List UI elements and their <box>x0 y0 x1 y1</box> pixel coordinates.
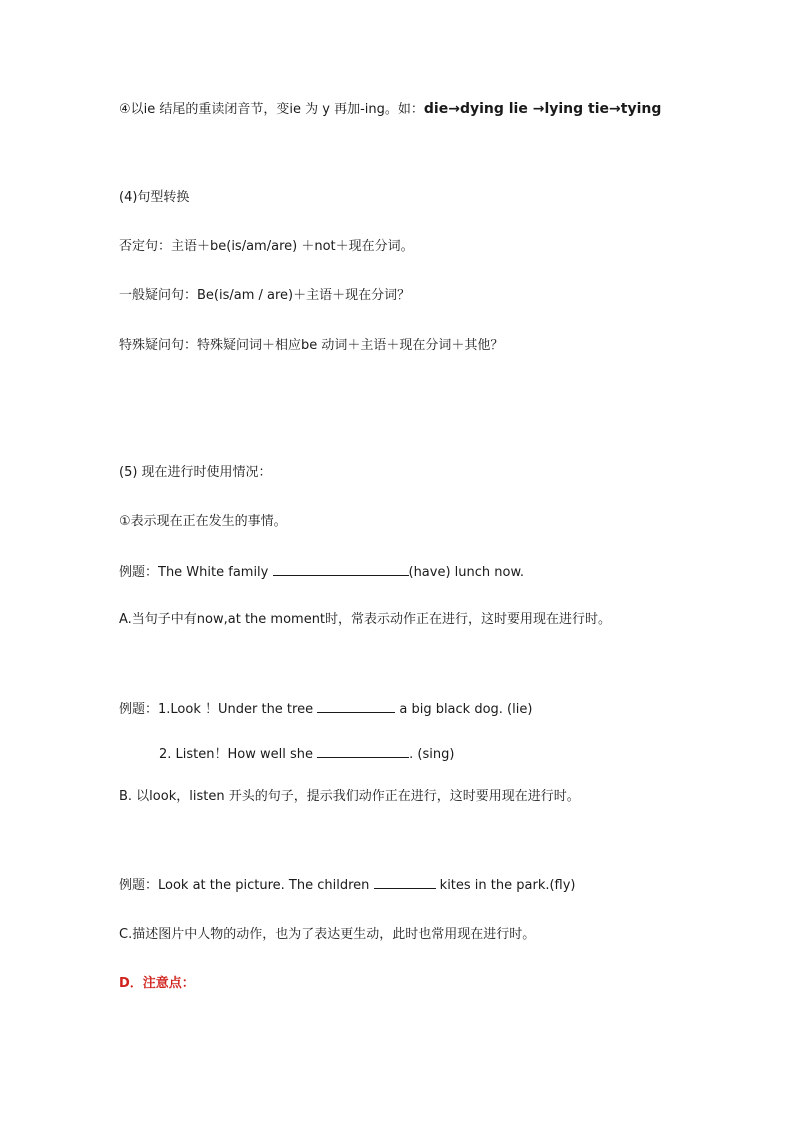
usage-point-1: ①表示现在正在发生的事情。 <box>119 514 287 529</box>
usage-point-d-heading: D．注意点： <box>119 976 195 991</box>
usage-point-a: A.当句子中有now,at the moment时，常表示动作正在进行，这时要用现在进行时。 <box>119 612 612 627</box>
example-2-prefix: 例题：1.Look ！Under the tree <box>119 702 318 717</box>
example-1-suffix: (have) lunch now. <box>408 565 525 580</box>
general-question-rule: 一般疑问句：Be(is/am / are)＋主语＋现在分词？ <box>119 288 411 303</box>
example-2-suffix: a big black dog. (lie) <box>395 702 533 717</box>
rule-4-examples: die→dying lie →lying tie→tying <box>423 101 662 117</box>
answer-blank-4[interactable] <box>374 875 436 889</box>
example-3-prefix: 2. Listen！How well she <box>159 747 318 762</box>
rule-4-text: ④以ie 结尾的重读闭音节，变ie 为 y 再加-ing。如： <box>119 102 424 117</box>
section-5-title: (5) 现在进行时使用情况： <box>119 465 272 480</box>
example-3-suffix: . (sing) <box>409 747 455 762</box>
usage-point-b: B. 以look，listen 开头的句子，提示我们动作正在进行，这时要用现在进行时。 <box>119 789 580 804</box>
negative-sentence-rule: 否定句：主语＋be(is/am/are) ＋not＋现在分词。 <box>119 239 414 254</box>
example-3 <box>159 744 454 764</box>
answer-blank-2[interactable] <box>317 699 395 713</box>
special-question-rule: 特殊疑问句：特殊疑问词＋相应be 动词＋主语＋现在分词＋其他？ <box>119 338 504 353</box>
example-1-prefix: 例题：The White family <box>119 565 273 580</box>
example-1 <box>119 562 524 582</box>
example-4 <box>119 875 576 895</box>
rule-4 <box>119 100 661 119</box>
example-2 <box>119 699 532 719</box>
answer-blank-3[interactable] <box>317 744 409 758</box>
section-4-title: (4)句型转换 <box>119 190 190 205</box>
example-4-prefix: 例题：Look at the picture. The children <box>119 878 374 893</box>
example-4-suffix: kites in the park.(fly) <box>435 878 576 893</box>
answer-blank-1[interactable] <box>273 562 409 576</box>
usage-point-c: C.描述图片中人物的动作，也为了表达更生动，此时也常用现在进行时。 <box>119 927 536 942</box>
